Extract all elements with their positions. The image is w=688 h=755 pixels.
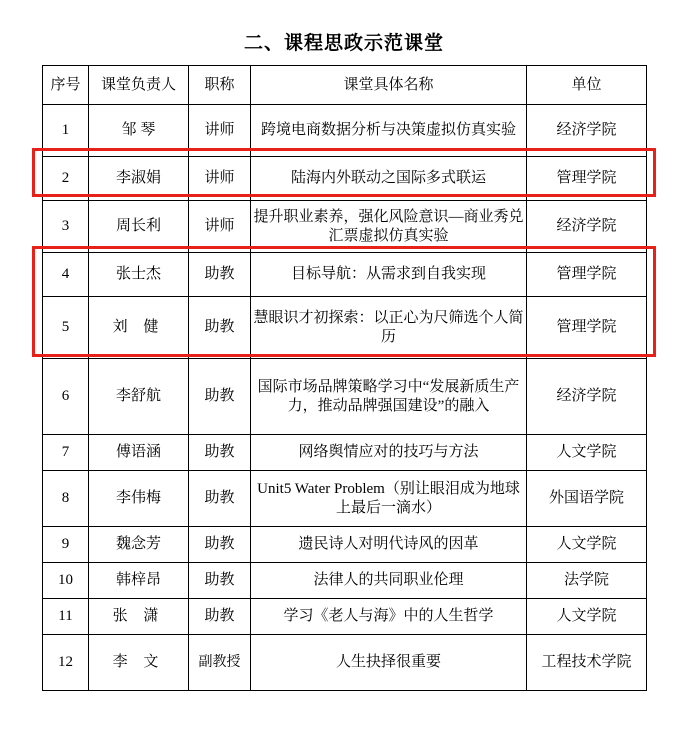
table-row [43,435,647,471]
cell-leader: 李淑娟 [89,157,189,201]
cell-course-name: Unit5 Water Problem（别让眼泪成为地球上最后一滴水） [251,471,527,527]
cell-leader: 魏念芳 [89,527,189,563]
cell-unit: 人文学院 [527,435,647,471]
cell-course-name: 目标导航：从需求到自我实现 [251,253,527,297]
cell-leader: 周长利 [89,201,189,253]
cell-course-name: 学习《老人与海》中的人生哲学 [251,599,527,635]
cell-leader: 李舒航 [89,359,189,435]
table-row [43,253,647,297]
header-unit: 单位 [527,66,647,105]
table-row [43,105,647,157]
table-row [43,563,647,599]
table-row [43,599,647,635]
table-row [43,527,647,563]
cell-course-name: 法律人的共同职业伦理 [251,563,527,599]
cell-leader: 李 文 [89,635,189,691]
cell-rank: 助教 [189,297,251,359]
cell-unit: 管理学院 [527,253,647,297]
cell-course-name: 人生抉择很重要 [251,635,527,691]
table-row [43,157,647,201]
table-row [43,359,647,435]
cell-unit: 经济学院 [527,105,647,157]
cell-no: 9 [43,527,89,563]
cell-no: 8 [43,471,89,527]
cell-unit: 管理学院 [527,157,647,201]
cell-rank: 助教 [189,563,251,599]
cell-leader: 邹 琴 [89,105,189,157]
cell-leader: 张士杰 [89,253,189,297]
cell-leader: 张 潇 [89,599,189,635]
cell-no: 4 [43,253,89,297]
table-row [43,471,647,527]
cell-unit: 法学院 [527,563,647,599]
cell-rank: 助教 [189,253,251,297]
course-table [42,65,647,691]
table-row [43,297,647,359]
cell-unit: 人文学院 [527,599,647,635]
cell-no: 1 [43,105,89,157]
page-title: 二、课程思政示范课堂 [243,33,444,54]
cell-course-name: 国际市场品牌策略学习中“发展新质生产力，推动品牌强国建设”的融入 [251,359,527,435]
cell-unit: 人文学院 [527,527,647,563]
cell-course-name: 网络舆情应对的技巧与方法 [251,435,527,471]
cell-rank: 助教 [189,527,251,563]
cell-course-name: 提升职业素养，强化风险意识—商业秀兑汇票虚拟仿真实验 [251,201,527,253]
cell-no: 12 [43,635,89,691]
cell-rank: 助教 [189,471,251,527]
cell-leader: 李伟梅 [89,471,189,527]
cell-leader: 傅语涵 [89,435,189,471]
cell-no: 10 [43,563,89,599]
cell-leader: 刘 健 [89,297,189,359]
cell-rank: 副教授 [189,635,251,691]
cell-rank: 助教 [189,359,251,435]
cell-unit: 经济学院 [527,359,647,435]
cell-course-name: 遗民诗人对明代诗风的因革 [251,527,527,563]
header-no: 序号 [43,66,89,105]
cell-no: 6 [43,359,89,435]
cell-unit: 经济学院 [527,201,647,253]
cell-rank: 助教 [189,599,251,635]
cell-course-name: 慧眼识才初探索：以正心为尺筛选个人简历 [251,297,527,359]
table-row [43,201,647,253]
cell-no: 11 [43,599,89,635]
cell-unit: 工程技术学院 [527,635,647,691]
cell-course-name: 跨境电商数据分析与决策虚拟仿真实验 [251,105,527,157]
cell-no: 5 [43,297,89,359]
header-name: 课堂具体名称 [251,66,527,105]
table-header-row [43,66,647,105]
cell-course-name: 陆海内外联动之国际多式联运 [251,157,527,201]
cell-rank: 讲师 [189,201,251,253]
table-container [42,65,646,691]
cell-rank: 讲师 [189,105,251,157]
cell-rank: 助教 [189,435,251,471]
cell-no: 2 [43,157,89,201]
table-row [43,635,647,691]
cell-rank: 讲师 [189,157,251,201]
cell-leader: 韩梓昂 [89,563,189,599]
header-rank: 职称 [189,66,251,105]
cell-unit: 外国语学院 [527,471,647,527]
cell-no: 7 [43,435,89,471]
cell-unit: 管理学院 [527,297,647,359]
header-leader: 课堂负责人 [89,66,189,105]
cell-no: 3 [43,201,89,253]
